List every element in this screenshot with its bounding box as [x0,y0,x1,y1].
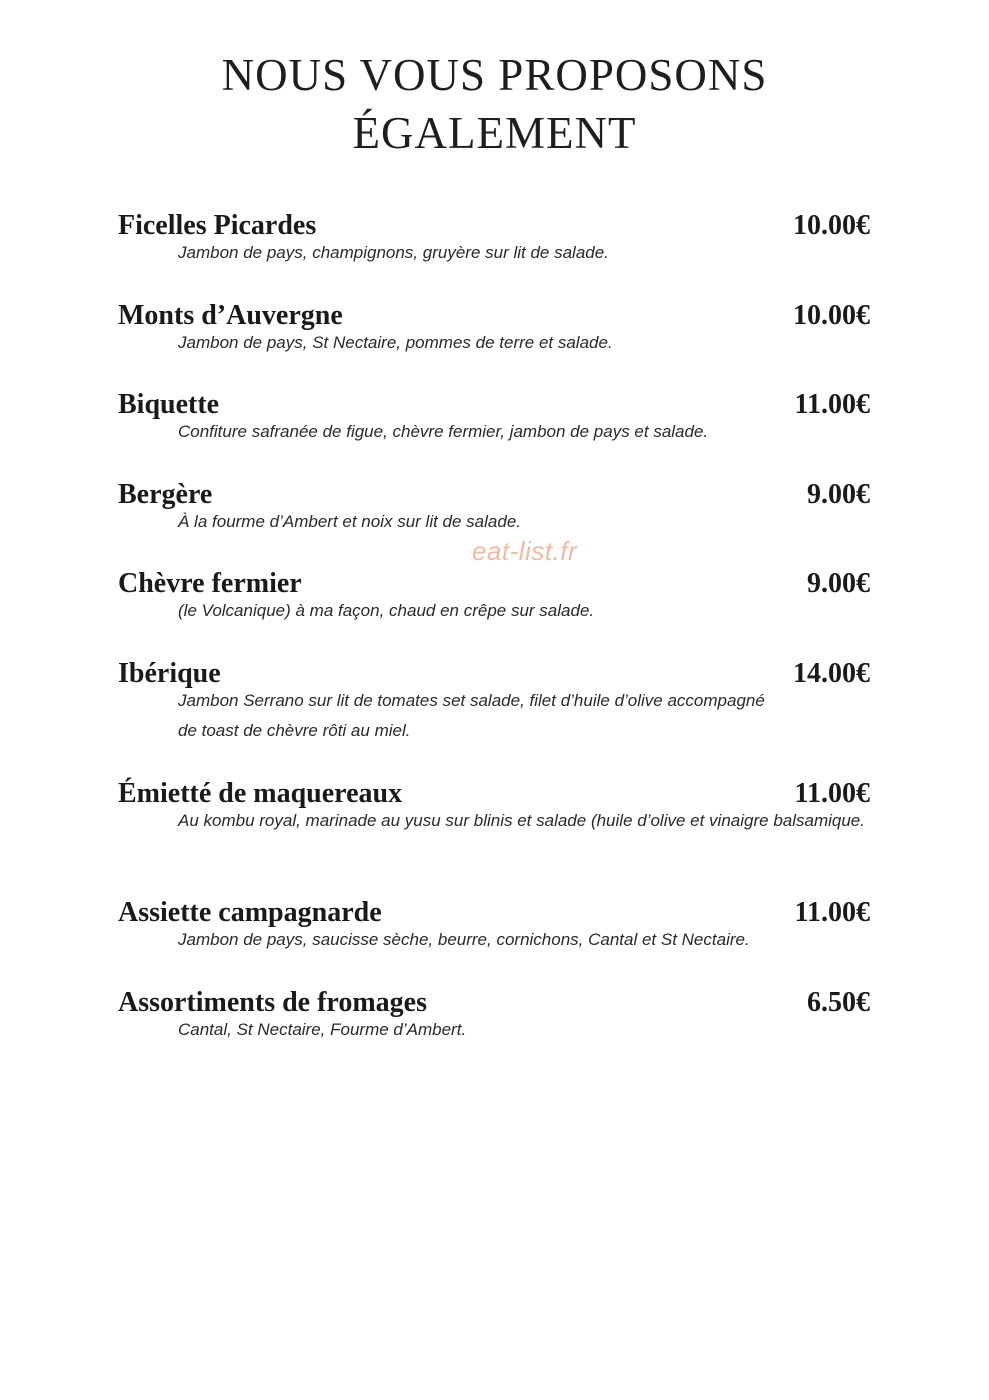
menu-item [118,985,870,1045]
menu-item-price: 9.00€ [807,568,870,599]
menu-item-price: 11.00€ [794,897,870,928]
menu-item-description: Cantal, St Nectaire, Fourme d’Ambert. [178,1020,467,1039]
menu-item [118,895,870,955]
menu-item-name: Monts d’Auvergne [118,300,343,331]
menu-item [118,566,870,626]
menu-item-price: 10.00€ [793,300,870,331]
menu-item-price: 11.00€ [794,778,870,809]
menu-item-name: Ibérique [118,658,221,689]
menu-item [118,477,870,537]
page-title [0,46,989,162]
menu-item [118,298,870,358]
menu-item-name: Assortiments de fromages [118,987,427,1018]
menu-item-description: Jambon de pays, St Nectaire, pommes de terre et salade. [178,333,613,352]
menu-item-description: Confiture safranée de figue, chèvre fermier, jambon de pays et salade. [178,422,709,441]
menu-item-price: 11.00€ [794,389,870,420]
menu-item-name: Ficelles Picardes [118,210,317,241]
menu-item-price: 6.50€ [807,987,870,1018]
menu-item-name: Assiette campagnarde [118,897,382,928]
menu-item [118,656,870,746]
menu-item-name: Biquette [118,389,220,420]
menu-item-description: Jambon de pays, champignons, gruyère sur lit de salade. [178,243,609,262]
menu-item-description: Jambon de pays, saucisse sèche, beurre, cornichons, Cantal et St Nectaire. [178,930,750,949]
menu-item-description: Au kombu royal, marinade au yusu sur blinis et salade (huile d’olive et vinaigre balsamique. [178,811,865,830]
menu-item-price: 10.00€ [793,210,870,241]
page-title-line-2: ÉGALEMENT [352,108,637,158]
page-title-line-1: NOUS VOUS PROPOSONS [221,50,768,100]
menu-item-description: À la fourme d’Ambert et noix sur lit de salade. [178,512,521,531]
menu-item-name: Émietté de maquereaux [118,778,403,809]
menu-item-description: (le Volcanique) à ma façon, chaud en crêpe sur salade. [178,601,595,620]
menu-item-price: 9.00€ [807,479,870,510]
menu-item-price: 14.00€ [793,658,870,689]
menu-item-name: Bergère [118,479,213,510]
menu-item [118,208,870,268]
menu-item-description: Jambon Serrano sur lit de tomates set salade, filet d’huile d’olive accompagné de toast de chèvre rôti au miel. [178,691,765,740]
menu-item [118,387,870,447]
watermark: eat-list.fr [472,536,578,566]
menu-item-name: Chèvre fermier [118,568,302,599]
menu-item [118,776,870,836]
